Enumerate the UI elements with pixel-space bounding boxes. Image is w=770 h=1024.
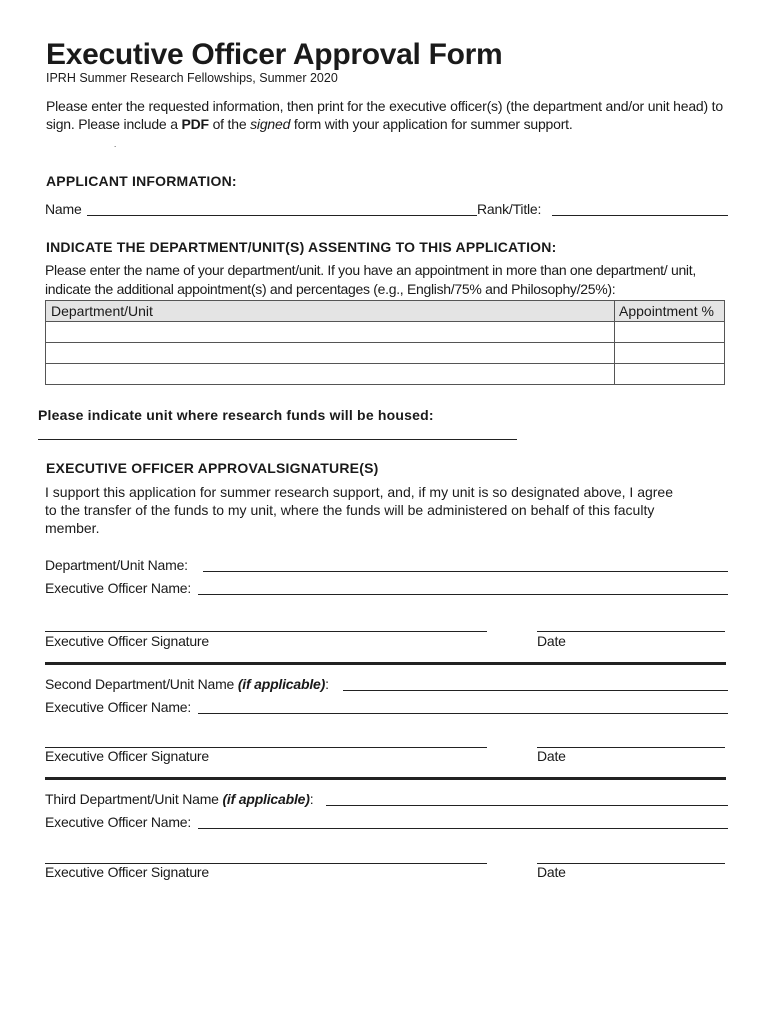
officer-name-field-3[interactable] <box>198 828 728 829</box>
officer-name-label: Executive Officer Name: <box>45 580 192 596</box>
second-dept-field[interactable] <box>343 690 728 691</box>
intro-pdf: PDF <box>181 116 209 132</box>
page-subtitle: IPRH Summer Research Fellowships, Summer 2020 <box>46 71 338 85</box>
intro-text-1: Please enter the requested information, then print for the executive officer(s) (the department and/or unit head) to sign. Please include a <box>46 98 723 132</box>
third-dept-label <box>45 791 313 807</box>
if-applicable-3: (if applicable) <box>222 791 310 807</box>
name-label: Name <box>45 201 82 217</box>
officer-name-label-2: Executive Officer Name: <box>45 699 192 715</box>
intro-text-3: form with your application for summer support. <box>290 116 573 132</box>
signature-line-1[interactable] <box>45 631 487 632</box>
department-instructions: Please enter the name of your department/unit. If you have an appointment in more than one department/ unit, indicate the additional appointment(s) and percentages (e.g., English/75% and Philosophy/25%): <box>45 262 696 297</box>
name-field[interactable] <box>87 215 477 216</box>
department-table <box>45 300 725 385</box>
approval-heading: EXECUTIVE OFFICER APPROVALSIGNATURE(S) <box>46 460 379 476</box>
applicant-heading: APPLICANT INFORMATION: <box>46 173 237 189</box>
funds-label: Please indicate unit where research funds will be housed: <box>38 407 434 423</box>
if-applicable-2: (if applicable) <box>237 676 326 692</box>
department-cell[interactable] <box>46 364 615 385</box>
department-cell[interactable] <box>46 343 615 364</box>
colon-3: : <box>309 791 314 807</box>
colon-2: : <box>325 676 329 692</box>
officer-name-field[interactable] <box>198 594 728 595</box>
intro-signed: signed <box>250 116 291 132</box>
second-dept-text: Second Department/Unit Name <box>45 676 238 692</box>
funds-field[interactable] <box>38 439 517 440</box>
stray-dot: . <box>114 140 117 149</box>
section-divider-2 <box>45 777 726 780</box>
appointment-cell[interactable] <box>615 343 725 364</box>
third-dept-text: Third Department/Unit Name <box>45 791 223 807</box>
col-header-department: Department/Unit <box>46 301 615 322</box>
dept-name-field[interactable] <box>203 571 728 572</box>
officer-name-label-3: Executive Officer Name: <box>45 814 192 830</box>
col-header-appointment: Appointment % <box>615 301 725 322</box>
appointment-cell[interactable] <box>615 364 725 385</box>
officer-name-field-2[interactable] <box>198 713 728 714</box>
table-row <box>46 364 725 385</box>
page-title: Executive Officer Approval Form <box>46 38 503 71</box>
appointment-cell[interactable] <box>615 322 725 343</box>
second-dept-label <box>45 676 329 692</box>
department-cell[interactable] <box>46 322 615 343</box>
table-row <box>46 343 725 364</box>
approval-statement: I support this application for summer research support, and, if my unit is so designated above, I agree to the transfer of the funds to my unit, where the funds will be administered on behalf of this faculty member. <box>45 484 673 536</box>
intro-paragraph <box>46 97 736 133</box>
signature-label-1: Executive Officer Signature <box>45 633 209 649</box>
third-dept-field[interactable] <box>326 805 728 806</box>
signature-label-2: Executive Officer Signature <box>45 748 209 764</box>
table-header-row <box>46 301 725 322</box>
date-label-1: Date <box>537 633 566 649</box>
date-label-2: Date <box>537 748 566 764</box>
table-row <box>46 322 725 343</box>
date-label-3: Date <box>537 864 566 880</box>
signature-label-3: Executive Officer Signature <box>45 864 209 880</box>
date-line-1[interactable] <box>537 631 725 632</box>
rank-field[interactable] <box>552 215 728 216</box>
section-divider-1 <box>45 662 726 665</box>
dept-name-label: Department/Unit Name: <box>45 557 188 573</box>
intro-text-2: of the <box>208 116 251 132</box>
department-heading: INDICATE THE DEPARTMENT/UNIT(S) ASSENTING TO THIS APPLICATION: <box>46 239 557 255</box>
rank-label: Rank/Title: <box>477 201 542 217</box>
